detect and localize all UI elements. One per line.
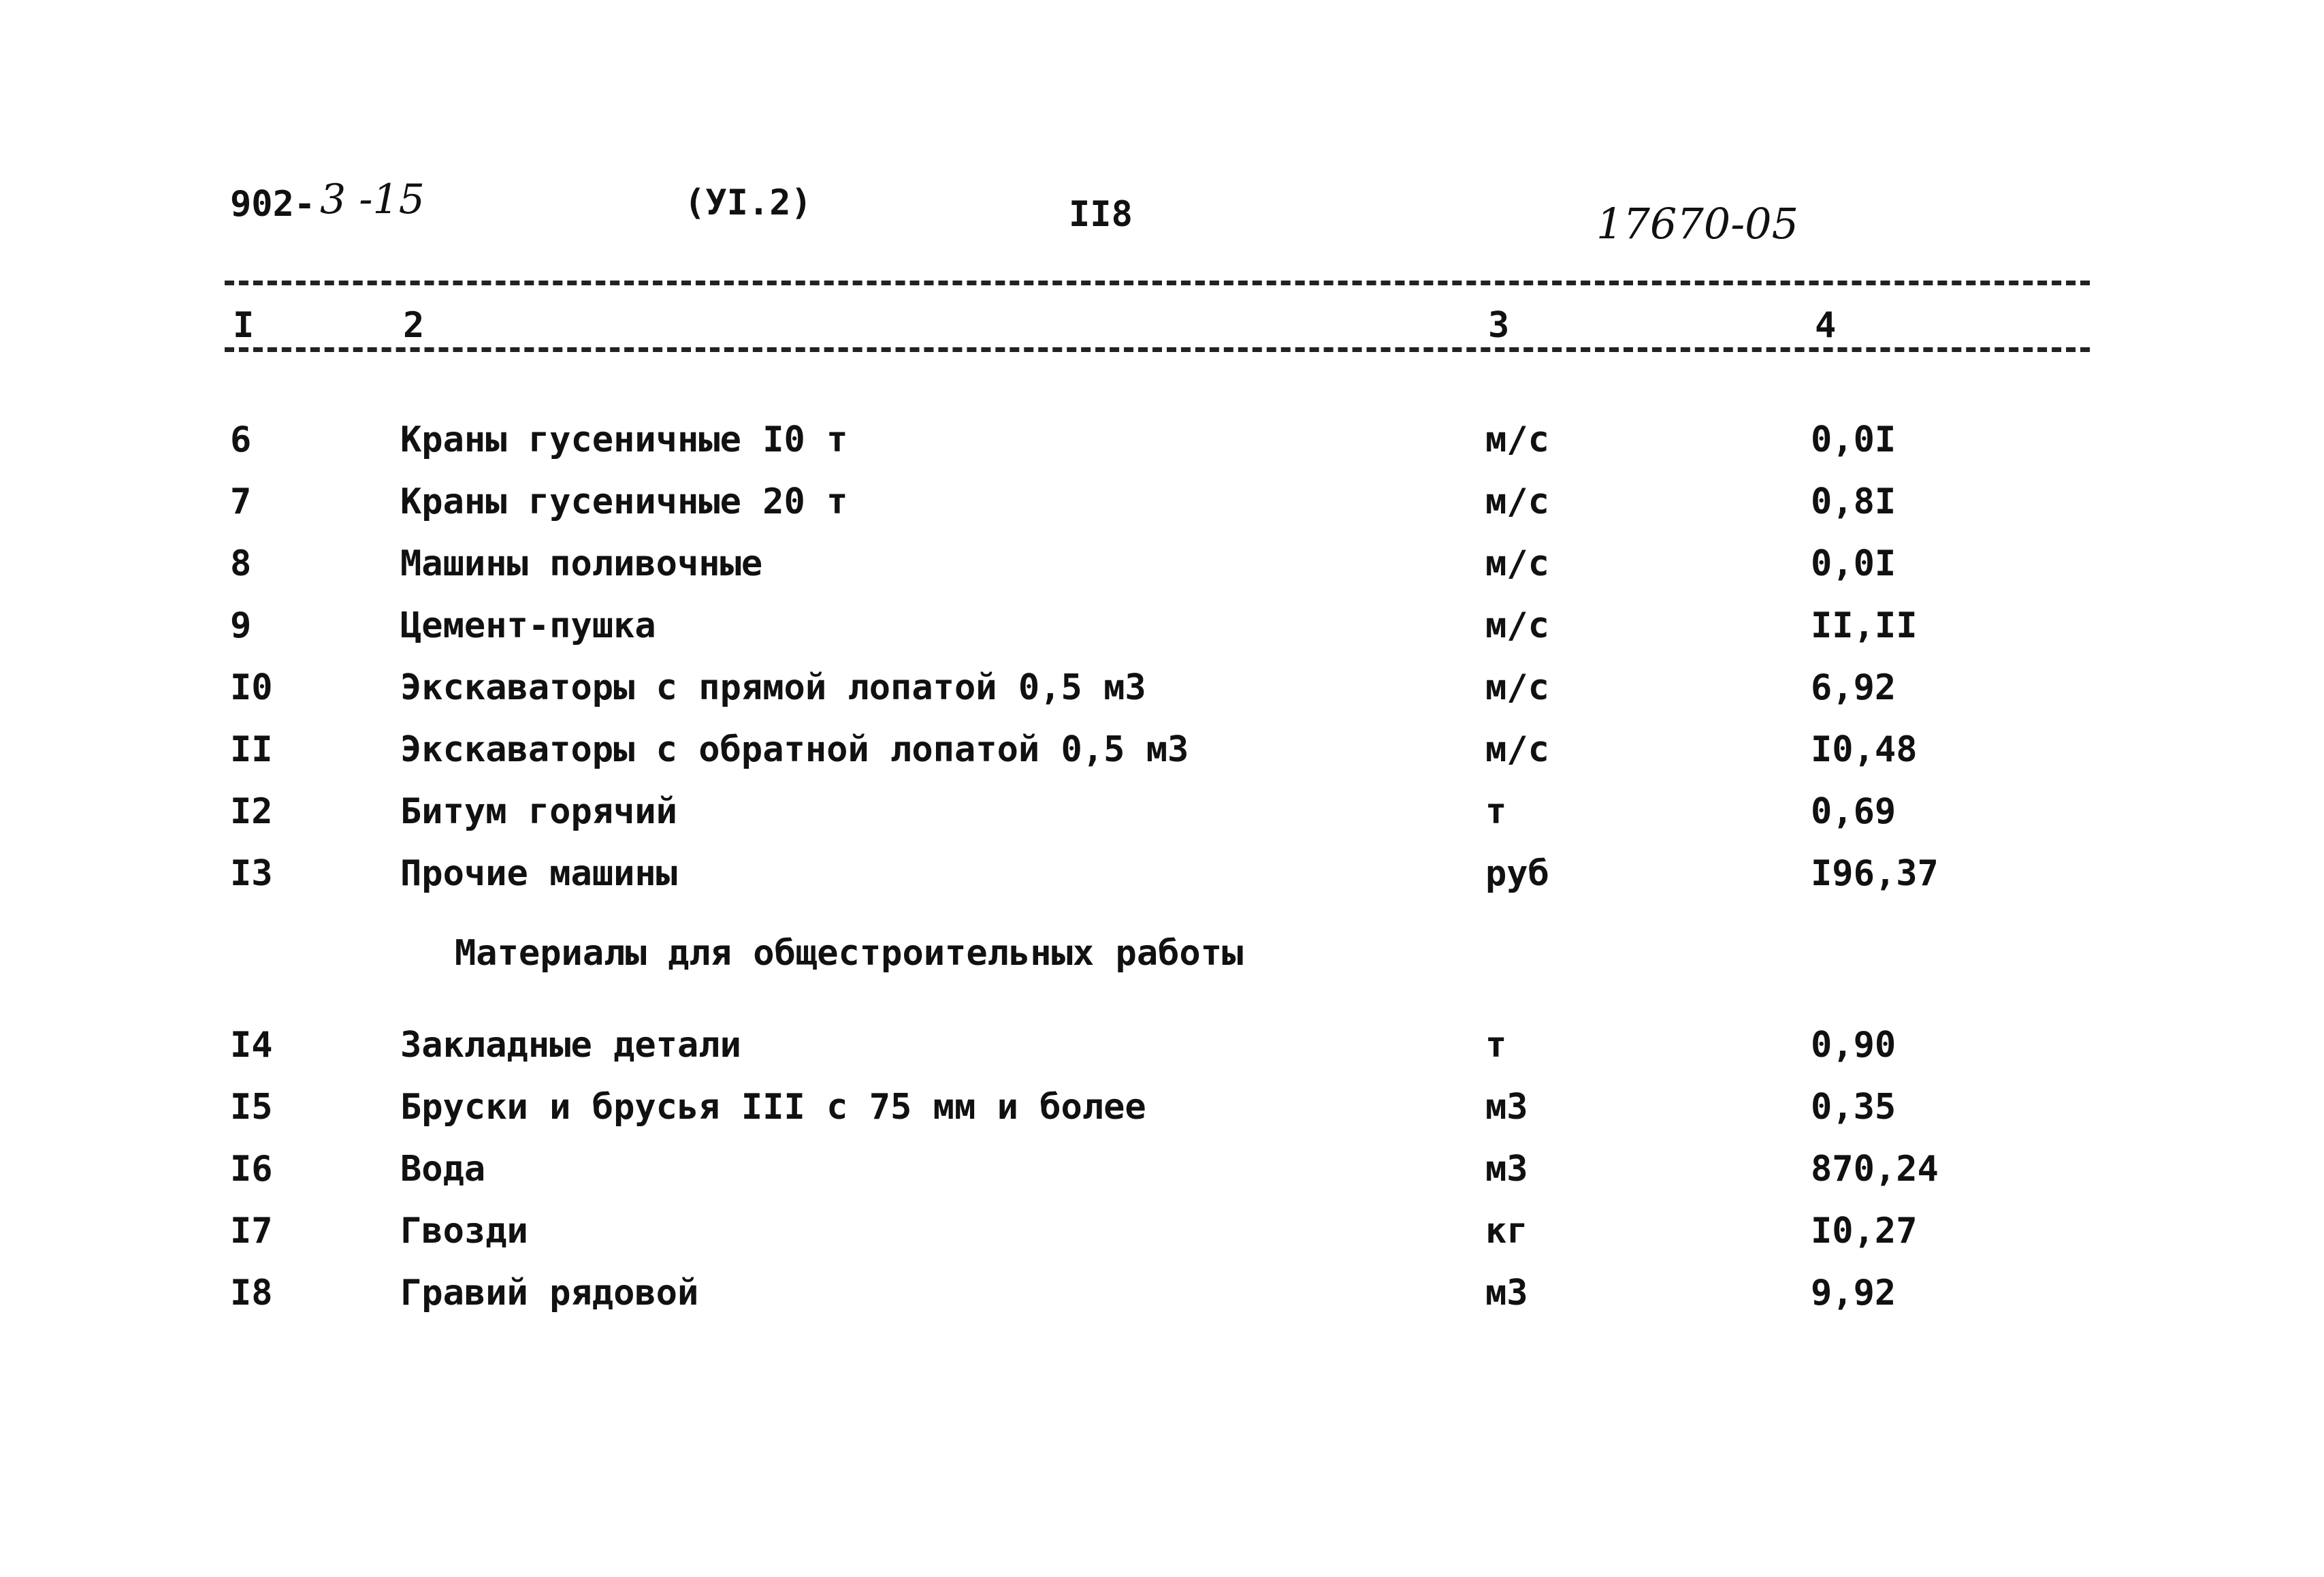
- row-quantity: 9,92: [1811, 1273, 1897, 1313]
- row-quantity: 870,24: [1811, 1149, 1939, 1190]
- row-unit: м3: [1485, 1273, 1528, 1313]
- column-header-2: 2: [399, 305, 428, 346]
- row-number: 6: [230, 419, 252, 460]
- row-name: Машины поливочные: [400, 543, 763, 584]
- row-unit: м/с: [1485, 605, 1549, 646]
- row-quantity: 0,90: [1811, 1025, 1897, 1066]
- column-header-4: 4: [1811, 305, 1840, 346]
- row-number: I3: [230, 853, 273, 894]
- row-quantity: I96,37: [1811, 853, 1939, 894]
- row-quantity: 0,35: [1811, 1087, 1897, 1128]
- row-name: Гвозди: [400, 1211, 528, 1252]
- row-name: Вода: [400, 1149, 486, 1190]
- row-number: I0: [230, 667, 273, 708]
- row-name: Прочие машины: [400, 853, 677, 894]
- row-unit: руб: [1485, 853, 1549, 894]
- row-name: Бруски и брусья III с 75 мм и более: [400, 1087, 1146, 1128]
- document-number-handwritten: 17670-05: [1596, 199, 1799, 249]
- row-number: 7: [230, 481, 252, 522]
- row-number: I8: [230, 1273, 273, 1313]
- row-unit: м/с: [1485, 729, 1549, 770]
- document-code-handwritten: 3 -15: [320, 176, 425, 223]
- dashed-rule-top: [225, 281, 2090, 285]
- table-row: [0, 729, 2324, 784]
- table-row: [0, 1149, 2324, 1203]
- row-quantity: 6,92: [1811, 667, 1897, 708]
- table-row: [0, 1087, 2324, 1141]
- table-row: [0, 667, 2324, 722]
- row-unit: т: [1485, 1025, 1507, 1066]
- row-quantity: 0,8I: [1811, 481, 1897, 522]
- row-unit: м3: [1485, 1087, 1528, 1128]
- section-title: Материалы для общестроительных работы: [455, 933, 1244, 974]
- row-quantity: 0,0I: [1811, 543, 1897, 584]
- row-quantity: I0,48: [1811, 729, 1918, 770]
- row-unit: кг: [1485, 1211, 1528, 1252]
- row-number: I4: [230, 1025, 273, 1066]
- row-unit: м/с: [1485, 419, 1549, 460]
- row-number: II: [230, 729, 273, 770]
- row-number: I2: [230, 791, 273, 832]
- row-unit: м/с: [1485, 481, 1549, 522]
- dashed-rule-header: [225, 347, 2090, 352]
- row-name: Краны гусеничные 20 т: [400, 481, 848, 522]
- row-number: 9: [230, 605, 252, 646]
- row-name: Гравий рядовой: [400, 1273, 699, 1313]
- table-row: [0, 1273, 2324, 1327]
- row-name: Закладные детали: [400, 1025, 741, 1066]
- row-name: Цемент-пушка: [400, 605, 656, 646]
- table-row: [0, 853, 2324, 908]
- table-row: [0, 605, 2324, 660]
- page-number: II8: [1069, 194, 1133, 235]
- row-unit: м/с: [1485, 667, 1549, 708]
- column-header-3: 3: [1484, 305, 1513, 346]
- row-number: 8: [230, 543, 252, 584]
- row-number: I7: [230, 1211, 273, 1252]
- table-row: [0, 419, 2324, 474]
- row-number: I6: [230, 1149, 273, 1190]
- table-row: [0, 543, 2324, 598]
- row-unit: т: [1485, 791, 1507, 832]
- row-name: Краны гусеничные I0 т: [400, 419, 848, 460]
- column-header-1: I: [229, 305, 258, 346]
- row-name: Экскаваторы с обратной лопатой 0,5 м3: [400, 729, 1189, 770]
- row-quantity: I0,27: [1811, 1211, 1918, 1252]
- document-code-prefix: 902-: [230, 184, 316, 225]
- section-reference: (УI.2): [684, 182, 812, 223]
- table-row: [0, 1211, 2324, 1265]
- row-unit: м3: [1485, 1149, 1528, 1190]
- table-row: [0, 1025, 2324, 1079]
- row-name: Битум горячий: [400, 791, 677, 832]
- row-quantity: II,II: [1811, 605, 1918, 646]
- table-row: [0, 481, 2324, 536]
- row-quantity: 0,69: [1811, 791, 1897, 832]
- row-number: I5: [230, 1087, 273, 1128]
- row-unit: м/с: [1485, 543, 1549, 584]
- table-row: [0, 791, 2324, 846]
- row-quantity: 0,0I: [1811, 419, 1897, 460]
- row-name: Экскаваторы с прямой лопатой 0,5 м3: [400, 667, 1146, 708]
